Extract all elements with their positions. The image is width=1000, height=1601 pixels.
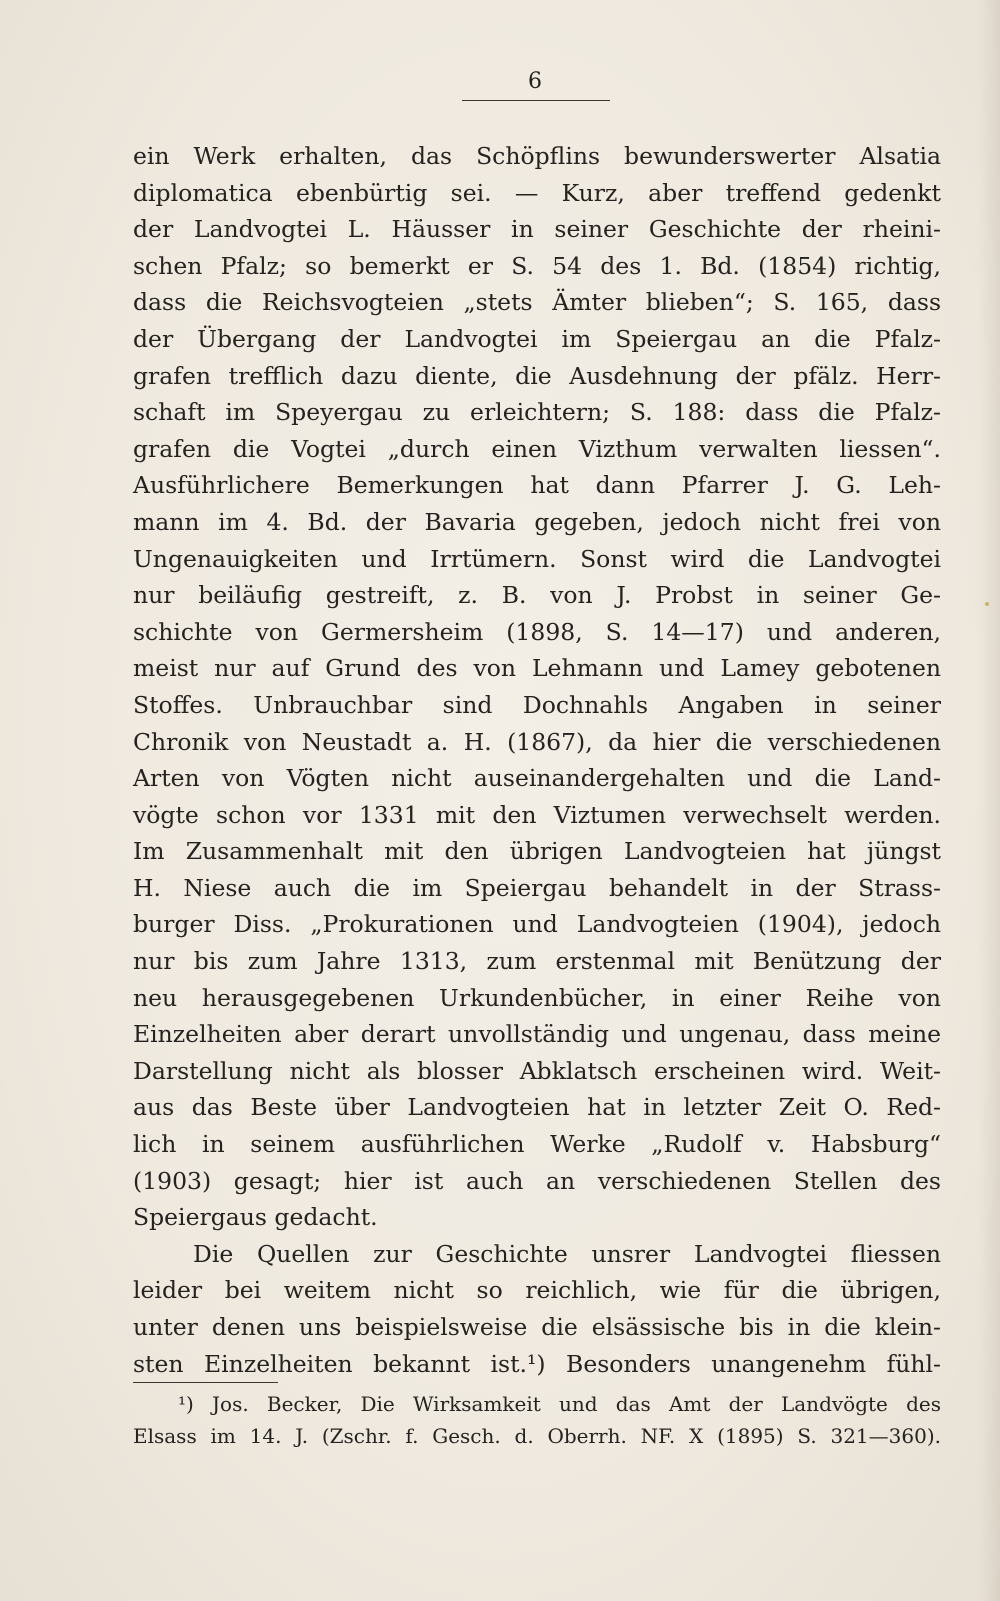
- text-line: dass die Reichsvogteien „stets Ämter blieben“; S. 165, dass: [133, 288, 941, 317]
- text-line: schaft im Speyergau zu erleichtern; S. 188: dass die Pfalz-: [133, 398, 941, 427]
- text-line: sten Einzelheiten bekannt ist.¹) Besonders unangenehm fühl-: [133, 1349, 941, 1378]
- header-rule: [462, 100, 610, 101]
- text-line: neu herausgegebenen Urkundenbücher, in einer Reihe von: [133, 983, 941, 1012]
- text-line: H. Niese auch die im Speiergau behandelt in der Strass-: [133, 873, 941, 902]
- text-line: (1903) gesagt; hier ist auch an verschiedenen Stellen des: [133, 1166, 941, 1195]
- text-line: der Übergang der Landvogtei im Speiergau an die Pfalz-: [133, 324, 941, 353]
- text-line: schen Pfalz; so bemerkt er S. 54 des 1. Bd. (1854) richtig,: [133, 251, 941, 280]
- text-line: vögte schon vor 1331 mit den Viztumen verwechselt werden.: [133, 800, 941, 829]
- text-line: nur beiläufig gestreift, z. B. von J. Probst in seiner Ge-: [133, 581, 941, 610]
- text-line: meist nur auf Grund des von Lehmann und Lamey gebotenen: [133, 654, 941, 683]
- text-line: Darstellung nicht als blosser Abklatsch erscheinen wird. Weit-: [133, 1056, 941, 1085]
- text-line: leider bei weitem nicht so reichlich, wie für die übrigen,: [133, 1276, 941, 1305]
- text-line: aus das Beste über Landvogteien hat in letzter Zeit O. Red-: [133, 1093, 941, 1122]
- text-line: mann im 4. Bd. der Bavaria gegeben, jedoch nicht frei von: [133, 507, 941, 536]
- footnotes: [133, 1388, 941, 1452]
- footnote-line: ¹) Jos. Becker, Die Wirksamkeit und das Amt der Landvögte des: [178, 1392, 941, 1416]
- text-line: Im Zusammenhalt mit den übrigen Landvogteien hat jüngst: [133, 837, 941, 866]
- text-line: grafen trefflich dazu diente, die Ausdehnung der pfälz. Herr-: [133, 361, 941, 390]
- text-line: ein Werk erhalten, das Schöpflins bewunderswerter Alsatia: [133, 142, 941, 170]
- page-edge-shadow: [978, 0, 1000, 1601]
- text-line: Arten von Vögten nicht auseinandergehalten und die Land-: [133, 764, 941, 793]
- text-line: Ausführlichere Bemerkungen hat dann Pfarrer J. G. Leh-: [133, 471, 941, 500]
- text-line: diplomatica ebenbürtig sei. — Kurz, aber treffend gedenkt: [133, 178, 941, 207]
- text-line: unter denen uns beispielsweise die elsässische bis in die klein-: [133, 1313, 941, 1341]
- footnote-rule: [133, 1382, 278, 1383]
- text-line: Ungenauigkeiten und Irrtümern. Sonst wird die Landvogtei: [133, 544, 941, 573]
- page-number: 6: [528, 69, 542, 94]
- paper-speck: [985, 602, 989, 606]
- text-line: burger Diss. „Prokurationen und Landvogteien (1904), jedoch: [133, 910, 941, 939]
- text-line: grafen die Vogtei „durch einen Vizthum verwalten liessen“.: [133, 434, 941, 463]
- text-line: schichte von Germersheim (1898, S. 14—17) und anderen,: [133, 617, 941, 646]
- body-text: [133, 138, 941, 1382]
- text-line: Stoffes. Unbrauchbar sind Dochnahls Angaben in seiner: [133, 690, 941, 719]
- text-line: der Landvogtei L. Häusser in seiner Geschichte der rheini-: [133, 215, 941, 244]
- text-line: Speiergaus gedacht.: [133, 1203, 378, 1232]
- footnote-line: Elsass im 14. J. (Zschr. f. Gesch. d. Oberrh. NF. X (1895) S. 321—360).: [133, 1424, 941, 1448]
- text-line: lich in seinem ausführlichen Werke „Rudolf v. Habsburg“: [133, 1130, 941, 1159]
- text-line: nur bis zum Jahre 1313, zum erstenmal mit Benützung der: [133, 947, 941, 976]
- paragraph-start-line: Die Quellen zur Geschichte unsrer Landvogtei fliessen: [193, 1239, 941, 1268]
- text-line: Einzelheiten aber derart unvollständig und ungenau, dass meine: [133, 1020, 941, 1049]
- text-line: Chronik von Neustadt a. H. (1867), da hier die verschiedenen: [133, 727, 941, 756]
